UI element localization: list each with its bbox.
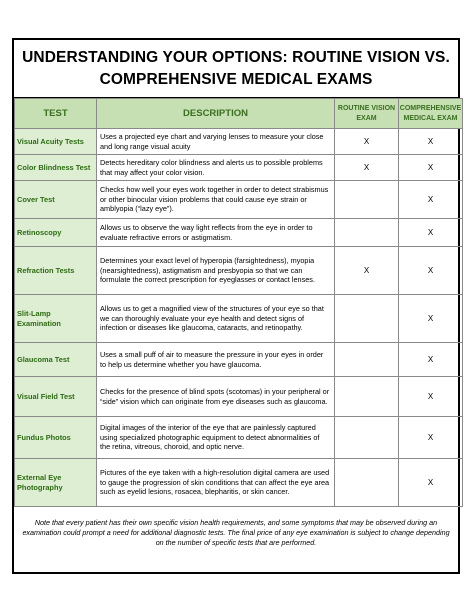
page-title (14, 40, 458, 98)
exam-comparison-table (14, 98, 463, 507)
test-name: Fundus Photos (15, 417, 97, 459)
test-description: Allows us to observe the way light reflects from the eye in order to evaluate refractive errors or astigmatism. (97, 219, 335, 247)
test-description: Uses a small puff of air to measure the pressure in your eyes in order to help us determine whether you have glaucoma. (97, 343, 335, 377)
disclaimer-note (14, 507, 458, 559)
test-name: External Eye Photography (15, 459, 97, 507)
test-name: Cover Test (15, 181, 97, 219)
test-name: Color Blindness Test (15, 155, 97, 181)
comprehensive-mark: X (399, 295, 463, 343)
routine-mark: X (335, 247, 399, 295)
comparison-document (12, 38, 460, 574)
header-test: TEST (15, 99, 97, 129)
test-description: Pictures of the eye taken with a high-resolution digital camera are used to gauge the progression of skin conditions that can affect the eye area such as eyelid lesions, rosacea, blepharitis, or skin cancer. (97, 459, 335, 507)
title-line-1: UNDERSTANDING YOUR OPTIONS: ROUTINE VISION VS. (22, 48, 450, 66)
table-row (15, 343, 463, 377)
table-row (15, 295, 463, 343)
routine-mark: X (335, 155, 399, 181)
comprehensive-mark: X (399, 247, 463, 295)
routine-mark (335, 377, 399, 417)
table-row (15, 247, 463, 295)
disclaimer-text: Note that every patient has their own specific vision health requirements, and some symptoms that may be observed during an examination could prompt a need for additional diagnostic tests. The final price of any eye examination is subject to change depending on the number of specific tests that are performed. (22, 518, 450, 547)
routine-mark (335, 417, 399, 459)
header-routine-vision-exam: ROUTINE VISION EXAM (335, 99, 399, 129)
test-name: Slit-Lamp Examination (15, 295, 97, 343)
test-description: Checks for the presence of blind spots (scotomas) in your peripheral or “side” vision which can originate from eye diseases such as glaucoma. (97, 377, 335, 417)
test-description: Uses a projected eye chart and varying lenses to measure your close and long range visual acuity (97, 129, 335, 155)
comprehensive-mark: X (399, 219, 463, 247)
comprehensive-mark: X (399, 459, 463, 507)
test-name: Visual Acuity Tests (15, 129, 97, 155)
routine-mark (335, 343, 399, 377)
test-description: Determines your exact level of hyperopia (farsightedness), myopia (nearsightedness), astigmatism and presbyopia so that we can formulate the correct prescription for eyeglasses or contact lenses. (97, 247, 335, 295)
header-comprehensive-medical-exam: COMPREHENSIVE MEDICAL EXAM (399, 99, 463, 129)
table-row (15, 417, 463, 459)
test-description: Allows us to get a magnified view of the structures of your eye so that we can thoroughly evaluate your eye health and detect signs of infection or diseases like glaucoma, cataracts, and retinopathy. (97, 295, 335, 343)
test-name: Retinoscopy (15, 219, 97, 247)
routine-mark (335, 459, 399, 507)
comprehensive-mark: X (399, 377, 463, 417)
table-row (15, 219, 463, 247)
comprehensive-mark: X (399, 417, 463, 459)
table-row (15, 155, 463, 181)
table-row (15, 129, 463, 155)
test-description: Digital images of the interior of the eye that are painlessly captured using specialized photographic equipment to detect abnormalities of the retina, vitreous, choroid, and optic nerve. (97, 417, 335, 459)
comprehensive-mark: X (399, 129, 463, 155)
test-name: Glaucoma Test (15, 343, 97, 377)
title-line-2: COMPREHENSIVE MEDICAL EXAMS (99, 70, 373, 88)
table-row (15, 181, 463, 219)
routine-mark: X (335, 129, 399, 155)
test-description: Detects hereditary color blindness and alerts us to possible problems that may affect your color vision. (97, 155, 335, 181)
table-row (15, 377, 463, 417)
test-description: Checks how well your eyes work together in order to detect strabismus or other binocular vision problems that could cause eye strain or amblyopia (“lazy eye”). (97, 181, 335, 219)
comprehensive-mark: X (399, 155, 463, 181)
test-name: Refraction Tests (15, 247, 97, 295)
routine-mark (335, 219, 399, 247)
test-name: Visual Field Test (15, 377, 97, 417)
header-description: DESCRIPTION (97, 99, 335, 129)
routine-mark (335, 295, 399, 343)
table-row (15, 459, 463, 507)
comprehensive-mark: X (399, 343, 463, 377)
comprehensive-mark: X (399, 181, 463, 219)
table-header-row (15, 99, 463, 129)
routine-mark (335, 181, 399, 219)
